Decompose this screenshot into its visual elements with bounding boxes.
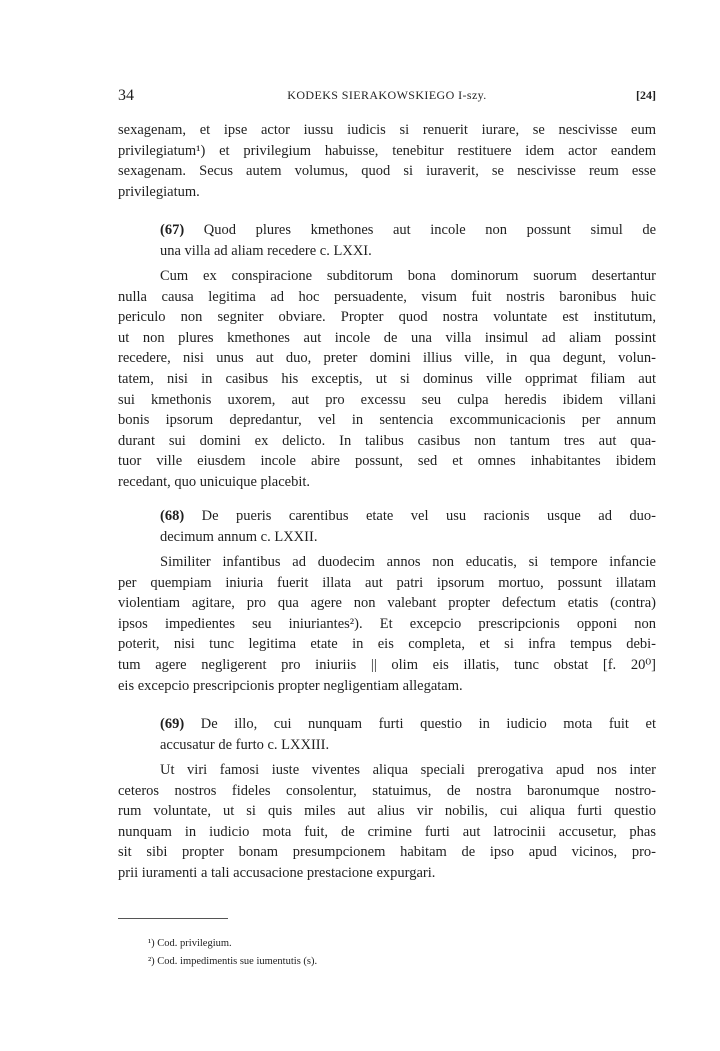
- line-text: tatem, nisi in casibus his exceptis, ut si dominus ville opprimat filiam aut: [118, 370, 656, 387]
- text-line: [118, 266, 656, 287]
- text-line: [118, 634, 656, 655]
- text-line: [118, 141, 656, 162]
- line-text: accusatur de furto c. LXXIII.: [160, 736, 330, 753]
- line-text: recedere, nisi unus aut duo, preter domini illius ville, in qua degunt, volun-: [118, 350, 656, 367]
- text-line: [118, 369, 656, 390]
- text-line: [118, 676, 656, 697]
- line-text: sui kmethonis uxorem, aut pro excessu seu culpa heredis ibidem villani: [118, 391, 656, 408]
- text-line: [118, 506, 656, 527]
- line-text: ut non plures kmethones aut incole de una villa insimul ad aliam possint: [118, 329, 656, 346]
- footnote: [148, 953, 317, 971]
- line-text: violentiam agitare, pro qua agere non valebant propter defectum etatis (contra): [118, 595, 656, 612]
- footnote-mark: ²): [148, 956, 155, 967]
- line-text: sexagenam, et ipse actor iussu iudicis si renuerit iurare, se nescivisse eum: [118, 122, 656, 138]
- text-line: [118, 410, 656, 431]
- line-text: sexagenam. Secus autem volumus, quod si iuraverit, se nescivisse reum esse: [118, 163, 656, 180]
- text-line: [118, 760, 656, 781]
- line-text: tuor ville eiusdem incole abire possunt, sed et omnes inhabitantes ibidem: [118, 453, 656, 470]
- text-line: [118, 714, 656, 735]
- text-paragraph: [118, 120, 656, 202]
- text-line: [118, 552, 656, 573]
- text-line: [118, 307, 656, 328]
- text-line: [118, 472, 656, 493]
- footnotes: [148, 935, 317, 971]
- signature-mark: [24]: [636, 88, 656, 102]
- text-line: [118, 655, 656, 676]
- text-line: [118, 573, 656, 594]
- text-line: [118, 431, 656, 452]
- line-text: ipsos impedientes seu iniuriantes²). Et excepcio prescripcionis opponi non: [118, 615, 656, 632]
- text-line: [118, 527, 656, 548]
- line-text: De pueris carentibus etate vel usu racionis usque ad duo-: [201, 508, 656, 524]
- page-number: 34: [118, 87, 134, 104]
- line-text: recedant, quo unicuique placebit.: [118, 473, 311, 490]
- footnote-text: Cod. privilegium.: [157, 938, 232, 949]
- text-line: [118, 735, 656, 756]
- text-line: [118, 161, 656, 182]
- line-text: Quod plures kmethones aut incole non possunt simul de: [203, 222, 657, 238]
- chapter-number: (68): [160, 508, 185, 524]
- chapter-number: (69): [160, 716, 185, 732]
- line-text: eis excepcio prescripcionis propter negligentiam allegatam.: [118, 677, 463, 694]
- chapter-heading: [118, 506, 656, 547]
- text-line: [118, 801, 656, 822]
- text-paragraph: [118, 266, 656, 493]
- line-text: Cum ex conspiracione subditorum bona dominorum suorum desertantur: [160, 268, 656, 284]
- text-line: [118, 781, 656, 802]
- footnote-text: Cod. impedimentis sue iumentutis (s).: [157, 956, 318, 967]
- line-text: privilegiatum.: [118, 183, 200, 200]
- chapter-heading: [118, 714, 656, 755]
- text-line: [118, 220, 656, 241]
- footnote-mark: ¹): [148, 938, 155, 949]
- running-title: KODEKS SIERAKOWSKIEGO I-szy.: [287, 88, 487, 102]
- line-text: De illo, cui nunquam furti questio in iudicio mota fuit et: [200, 716, 657, 732]
- line-text: durant sui domini ex delicto. In talibus casibus non tantum tres aut qua-: [118, 432, 656, 449]
- text-line: [118, 614, 656, 635]
- chapter-number: (67): [160, 222, 185, 238]
- line-text: poterit, nisi tunc legitima etate in eis completa, et si infra tempus debi-: [118, 636, 656, 653]
- line-text: periculo non segniter obviare. Propter quod nostra voluntate est institutum,: [118, 309, 656, 326]
- text-line: [118, 348, 656, 369]
- text-line: [118, 390, 656, 411]
- text-line: [118, 451, 656, 472]
- text-line: [118, 328, 656, 349]
- text-line: [118, 863, 656, 884]
- line-text: tum agere negligerent pro iniuriis || olim eis illatis, tunc obstat [f. 20⁰]: [118, 656, 656, 673]
- page-header: [118, 87, 656, 107]
- line-text: Ut viri famosi iuste viventes aliqua speciali prerogativa apud nos inter: [160, 762, 656, 778]
- text-paragraph: [118, 552, 656, 696]
- line-text: nulla causa legitima ad hoc persuadente, visum fuit nostris baronibus huic: [118, 288, 656, 305]
- footnote-rule: [118, 918, 228, 919]
- text-line: [118, 241, 656, 262]
- text-line: [118, 822, 656, 843]
- line-text: una villa ad aliam recedere c. LXXI.: [160, 242, 372, 259]
- line-text: privilegiatum¹) et privilegium habuisse, tenebitur restituere idem actor eandem: [118, 142, 656, 159]
- line-text: Similiter infantibus ad duodecim annos non educatis, si tempore infancie: [160, 554, 656, 570]
- line-text: decimum annum c. LXXII.: [160, 528, 318, 545]
- text-line: [118, 593, 656, 614]
- text-line: [118, 182, 656, 203]
- line-text: nunquam in iudicio mota fuit, de crimine furti aut latrocinii accusetur, phas: [118, 823, 656, 840]
- line-text: bonis ipsorum depredantur, vel in sentencia excommunicacionis per annum: [118, 412, 656, 429]
- text-line: [118, 120, 656, 141]
- line-text: ceteros nostros fideles consolentur, statuimus, de nostra baronumque nostro-: [118, 782, 656, 799]
- line-text: per quempiam iniuria fuerit illata aut patri ipsorum mortuo, possunt illatam: [118, 574, 656, 591]
- line-text: rum voluntate, ut si quis miles aut alius vir nobilis, cui aliqua furti questio: [118, 803, 656, 820]
- chapter-heading: [118, 220, 656, 261]
- text-paragraph: [118, 760, 656, 884]
- footnote: [148, 935, 317, 953]
- line-text: sit sibi propter bonam presumpcionem habitam de ipso apud vicinos, pro-: [118, 844, 656, 861]
- text-line: [118, 287, 656, 308]
- line-text: prii iuramenti a tali accusacione prestacione expurgari.: [118, 864, 436, 881]
- text-line: [118, 842, 656, 863]
